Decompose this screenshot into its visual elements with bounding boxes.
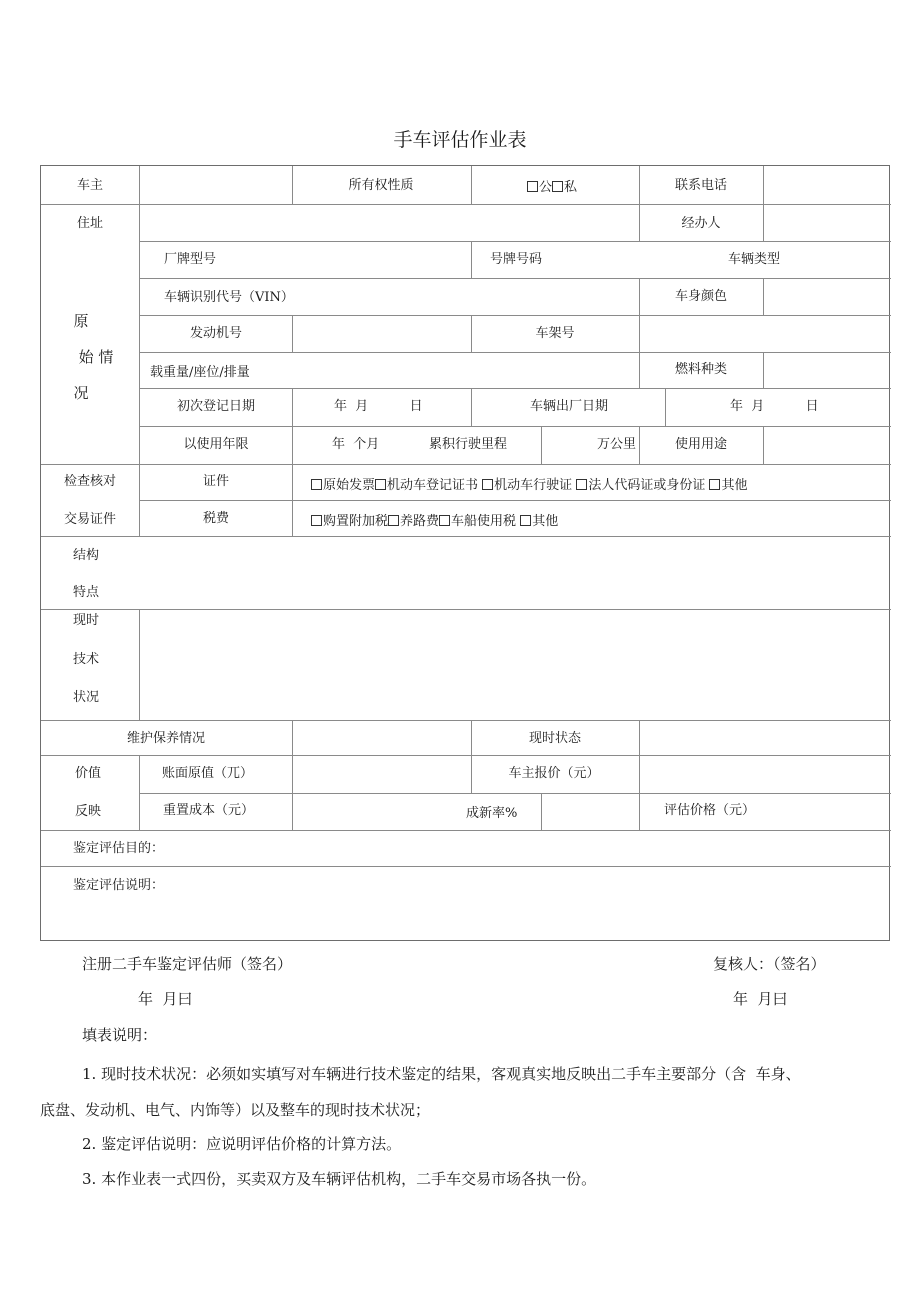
- docs-label: 证件: [202, 474, 230, 489]
- public-checkbox[interactable]: [527, 181, 538, 192]
- tech-label-2: 技术: [73, 652, 100, 667]
- first-reg-label: 初次登记日期: [176, 399, 256, 414]
- note-1-line-1: 1. 现时技术状况：必须如实填写对车辆进行技术鉴定的结果，客观真实地反映出二手车主要部分（含 车身、: [82, 1065, 801, 1083]
- factory-date-label: 车辆出厂日期: [529, 399, 609, 414]
- doc-option-1: 原始发票: [323, 478, 376, 493]
- note-2: 2. 鉴定评估说明：应说明评估价格的计算方法。: [82, 1135, 402, 1153]
- structure-label-1: 结构: [73, 548, 100, 563]
- vin-label: 车辆识别代号（VIN）: [164, 290, 294, 305]
- public-option: 公: [539, 180, 553, 195]
- check-label-1: 检查核对: [63, 474, 117, 489]
- brand-model-label: 厂牌型号: [164, 252, 217, 267]
- date-right: 年 月曰: [733, 990, 788, 1008]
- phone-label: 联系电话: [674, 178, 728, 193]
- tech-label-3: 状况: [73, 690, 100, 705]
- doc-checkbox-2[interactable]: [375, 479, 386, 490]
- usage-label: 使用用途: [674, 437, 728, 452]
- explanation-label: 鉴定评估说明：: [73, 878, 165, 893]
- factory-date-value: 年 月 日: [730, 399, 819, 414]
- docs-options: [311, 478, 748, 494]
- frame-no-label: 车架号: [535, 326, 575, 341]
- years-used-label: 以使用年限: [183, 437, 249, 452]
- tax-checkbox-2[interactable]: [388, 515, 399, 526]
- doc-checkbox-4[interactable]: [576, 479, 587, 490]
- body-color-label: 车身颜色: [674, 289, 728, 304]
- original-label-2: 始 情: [78, 348, 114, 366]
- tax-option-2: 养路费: [400, 514, 440, 529]
- original-label-3: 况: [73, 384, 89, 402]
- replace-cost-label: 重置成本（元）: [163, 803, 255, 818]
- doc-option-3: 机动车行驶证: [494, 478, 573, 493]
- load-label: 载重量/座位/排量: [150, 365, 250, 380]
- km-unit: 万公里: [597, 437, 637, 452]
- evaluation-form: [40, 165, 890, 941]
- date-left: 年 月曰: [138, 990, 193, 1008]
- note-3: 3. 本作业表一式四份，买卖双方及车辆评估机构，二手车交易市场各执一份。: [82, 1170, 597, 1188]
- owner-label: 车主: [76, 178, 104, 193]
- note-1-line-2: 底盘、发动机、电气、内饰等）以及整车的现时技术状况；: [40, 1101, 431, 1119]
- book-value-label: 账面原值（兀）: [162, 766, 254, 781]
- appraiser-signature-label: 注册二手车鉴定评估师（签名）: [82, 955, 293, 973]
- reviewer-signature-label: 复核人：（签名）: [713, 955, 826, 973]
- private-option: 私: [564, 180, 578, 195]
- original-label-1: 原: [73, 312, 89, 330]
- tax-label: 税费: [202, 511, 230, 526]
- doc-checkbox-3[interactable]: [482, 479, 493, 490]
- fuel-label: 燃料种类: [674, 362, 728, 377]
- tax-option-1: 购置附加税: [323, 514, 389, 529]
- purpose-label: 鉴定评估目的：: [73, 841, 165, 856]
- current-status-label: 现时状态: [528, 731, 582, 746]
- doc-checkbox-1[interactable]: [311, 479, 322, 490]
- agent-label: 经办人: [681, 216, 721, 231]
- eval-price-label: 评估价格（元）: [664, 803, 756, 818]
- doc-option-5: 其他: [721, 478, 748, 493]
- vehicle-type-label: 车辆类型: [728, 252, 781, 267]
- value-label-1: 价值: [74, 766, 102, 781]
- tax-checkbox-3[interactable]: [439, 515, 450, 526]
- doc-checkbox-5[interactable]: [709, 479, 720, 490]
- private-checkbox[interactable]: [552, 181, 563, 192]
- ownership-options: [527, 180, 577, 196]
- owner-quote-label: 车主报价（元）: [508, 766, 600, 781]
- tech-label-1: 现时: [73, 613, 100, 628]
- tax-option-3: 车船使用税: [451, 514, 517, 529]
- check-label-2: 交易证件: [63, 512, 117, 527]
- form-title: 手车评估作业表: [393, 129, 527, 151]
- doc-option-4: 法人代码证或身份证: [588, 478, 706, 493]
- mileage-label: 累积行驶里程: [429, 437, 508, 452]
- tax-option-4: 其他: [532, 514, 559, 529]
- ownership-label: 所有权性质: [348, 178, 414, 193]
- tax-options: [311, 514, 558, 530]
- tax-checkbox-1[interactable]: [311, 515, 322, 526]
- structure-label-2: 特点: [73, 585, 100, 600]
- years-used-value: 年 个月: [332, 437, 380, 452]
- newness-label: 成新率%: [466, 806, 518, 821]
- value-label-2: 反映: [74, 804, 102, 819]
- notes-heading: 填表说明：: [82, 1026, 158, 1044]
- plate-no-label: 号牌号码: [490, 252, 543, 267]
- tax-checkbox-4[interactable]: [520, 515, 531, 526]
- address-label: 住址: [76, 216, 104, 231]
- first-reg-date: 年 月 日: [334, 399, 423, 414]
- doc-option-2: 机动车登记证书: [387, 478, 479, 493]
- maintenance-label: 维护保养情况: [126, 731, 206, 746]
- engine-no-label: 发动机号: [189, 326, 243, 341]
